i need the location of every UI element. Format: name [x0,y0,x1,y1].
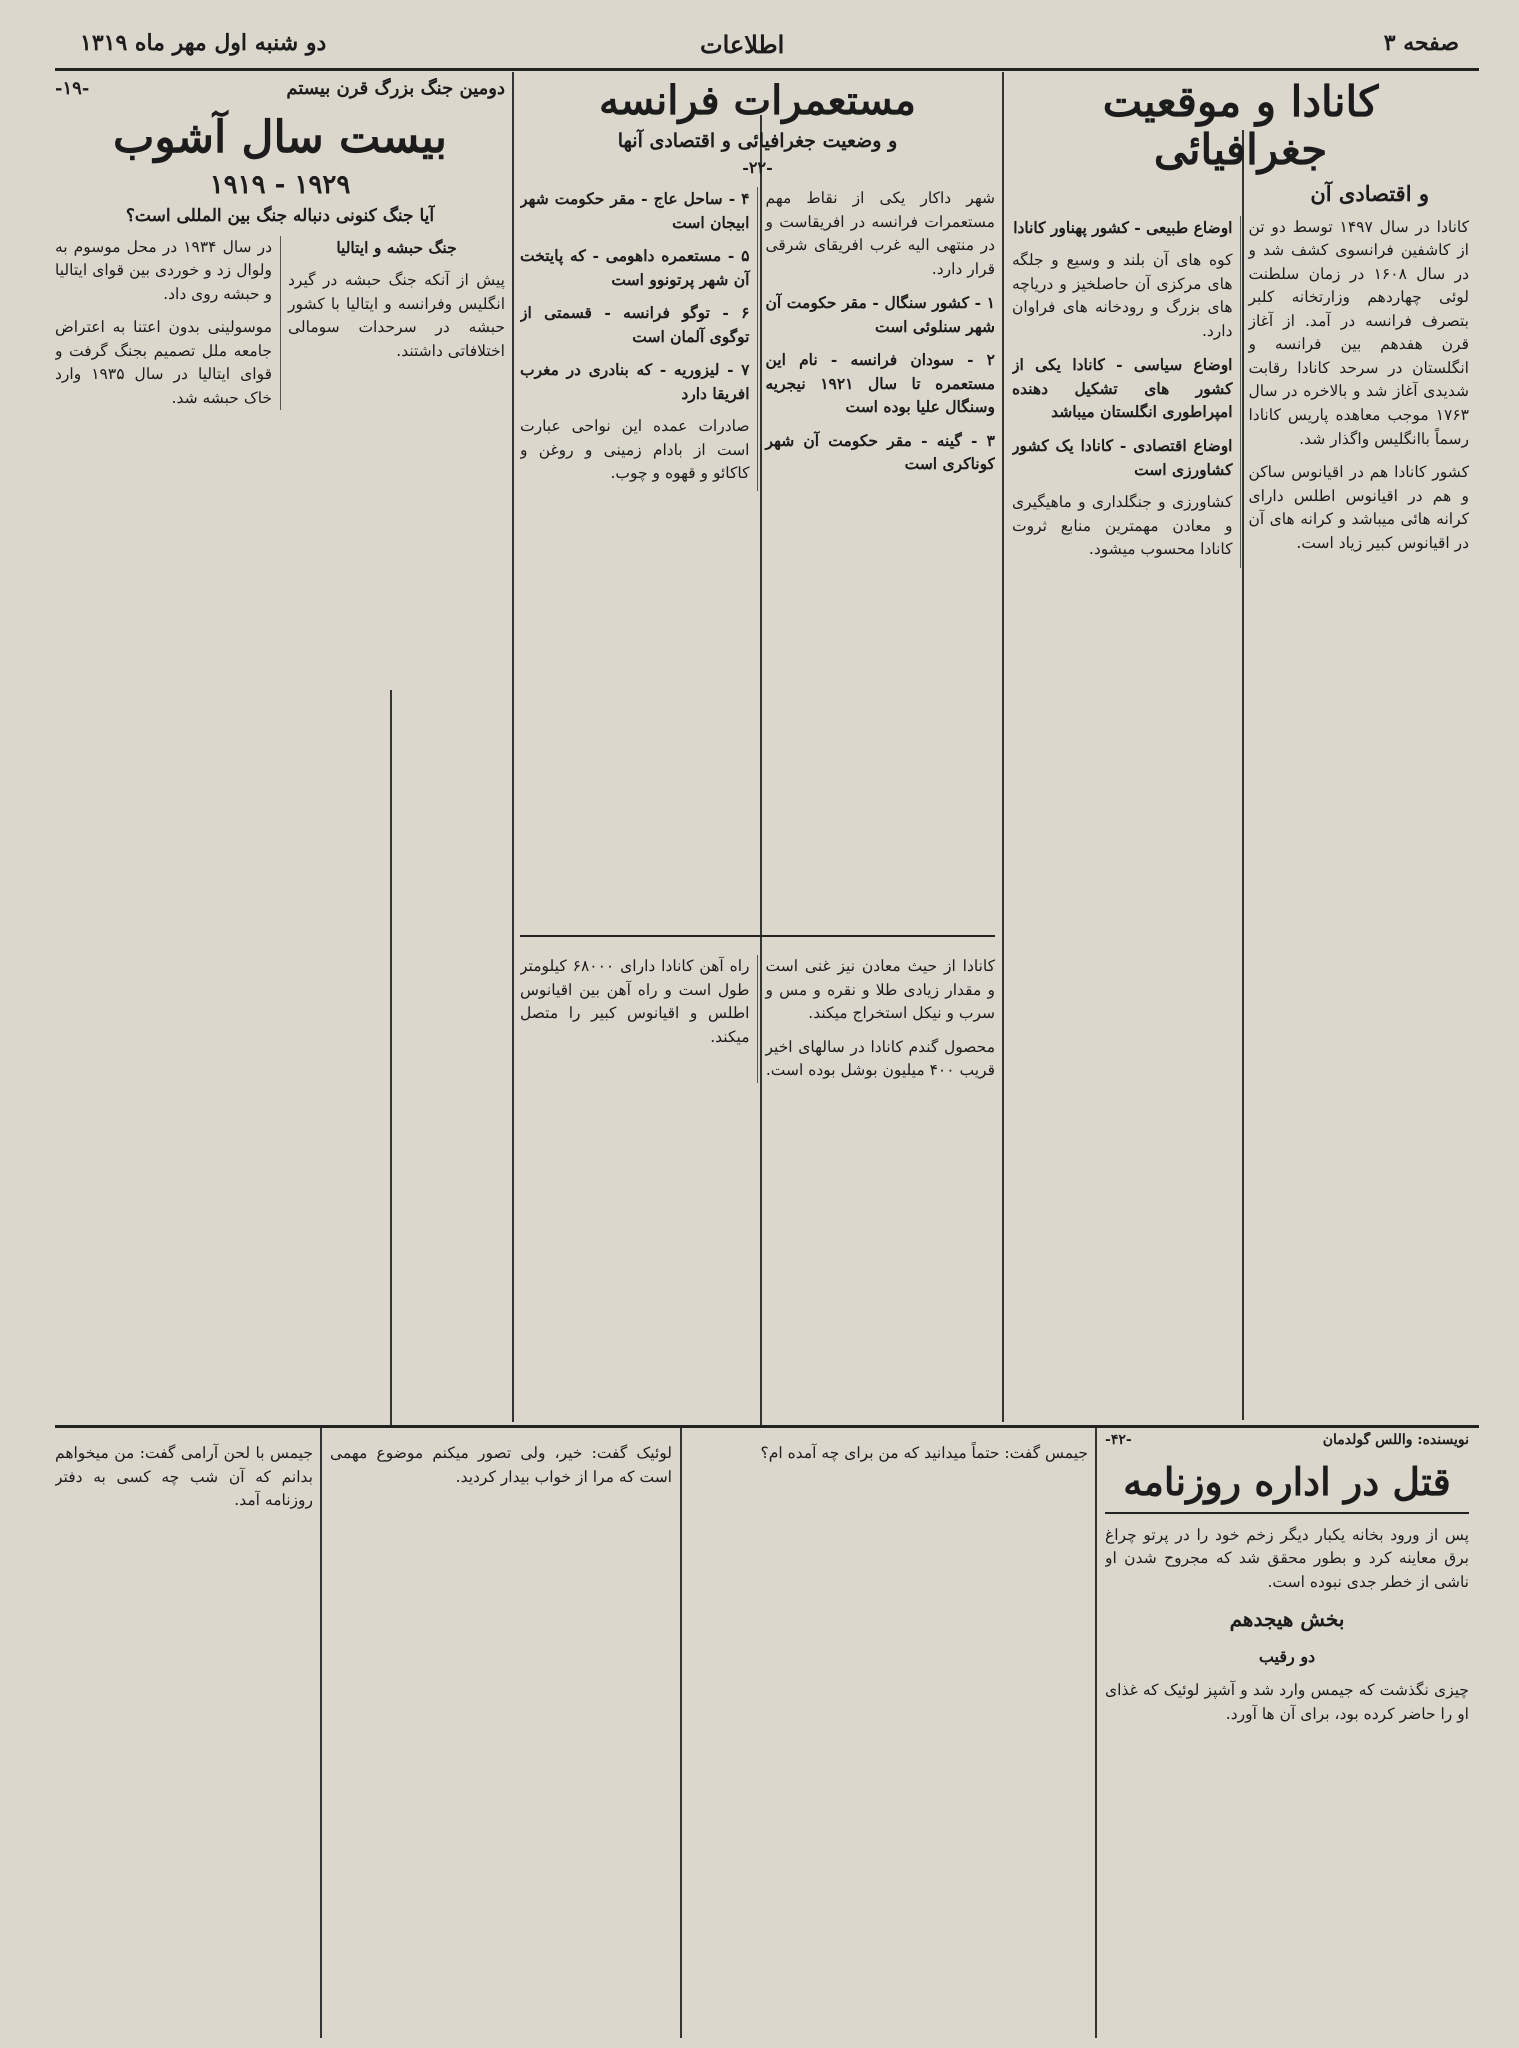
article-war [55,78,505,1418]
section-heading: اوضاع سیاسی - کانادا یکی از کشور های تشکیل دهنده امپراطوری انگلستان میباشد [1012,355,1233,422]
article-number: -۲۲- [742,158,773,177]
list-item: ۱ - کشور سنگال - مقر حکومت آن شهر سنلوئی است [765,293,995,336]
article-header-row [55,78,505,99]
paragraph: شهر داکار یکی از نقاط مهم مستعمرات فرانسه در افریقاست و در منتهی الیه غرب افریقای شرقی قرار دارد. [765,189,995,278]
article-title: مستعمرات فرانسه [599,78,916,124]
list-item: ۲ - سودان فرانسه - نام این مستعمره تا سال ۱۹۲۱ نیجریه وسنگال علیا بوده است [765,350,995,417]
article-serial [1105,1432,1469,2032]
paragraph: کوه های آن بلند و وسیع و جلگه های مرکزی آن حاصلخیز و دریاچه های بزرگ و رودخانه های فراوان دارد. [1012,251,1233,340]
article-years: ۱۹۲۹ - ۱۹۱۹ [209,169,351,200]
paragraph: در سال ۱۹۳۴ در محل موسوم به ولوال زد و خوردی بین قوای ایتالیا و حبشه روی داد. [55,237,272,303]
paragraph: موسولینی بدون اعتنا به اعتراض جامعه ملل تصمیم بجنگ گرفت و قوای ایتالیا در سال ۱۹۳۵ وارد خاک حبشه شد. [55,318,272,407]
paragraph: جیمس گفت: حتماً میدانید که من برای چه آمده ام؟ [760,1444,1088,1462]
list-item: ۴ - ساحل عاج - مقر حکومت شهر ابیجان است [520,189,750,232]
serial-author: نویسنده: واللس گولدمان [1322,1432,1469,1448]
column-divider [512,72,514,1422]
section-rule [55,1425,1479,1428]
serial-continuation [690,1432,1088,2032]
paragraph: راه آهن کانادا دارای ۶۸۰۰۰ کیلومتر طول است و راه آهن بین اقیانوس اطلس و اقیانوس کبیر را متصل میکند. [520,957,750,1046]
serial-number: -۴۲- [1105,1432,1132,1448]
series-label: دومین جنگ بزرگ قرن بیستم [286,78,505,99]
paragraph: پیش از آنکه جنگ حبشه در گیرد انگلیس وفرانسه و ایتالیا با کشور حبشه در سرحدات سومالی اختلافاتی داشتند. [288,271,505,360]
list-item: ۵ - مستعمره داهومی - که پایتخت آن شهر پرتونوو است [520,246,750,289]
paper-name: اطلاعات [700,30,785,59]
paragraph: چیزی نگذشت که جیمس وارد شد و آشپز لوئیک که غذای او را حاضر کرده بود، برای آن ها آورد. [1105,1681,1469,1723]
paragraph: جیمس با لحن آرامی گفت: من میخواهم بدانم که آن شب چه کسی به دفتر روزنامه آمد. [55,1444,313,1510]
section-heading: جنگ حبشه و ایتالیا [336,237,457,257]
article-colonies [520,78,995,698]
column-divider [1095,1428,1097,2038]
paragraph: محصول گندم کانادا در سالهای اخیر قریب ۴۰۰ میلیون بوشل بوده است. [765,1037,995,1080]
article-body [1012,216,1469,569]
serial-body [1105,1524,1469,1726]
article-canada [1012,78,1469,1418]
list-item: ۷ - لیزوریه - که بنادری در مغرب افریقا دارد [520,360,750,403]
article-body [520,187,995,491]
paragraph: کانادا در سال ۱۴۹۷ توسط دو تن از کاشفین فرانسوی کشف شد و در سال ۱۶۰۸ در زمان سلطنت لوئی چهاردهم وزارتخانه کلبر بتصرف فرانسه در آمد. از آغاز قرن هفدهم بین فرانسه و انگلستان در سرحد کانادا رقابت شدیدی آغاز شد و بالاخره در سال ۱۷۶۳ موجب معاهده پاریس کانادا رسماً باانگلیس واگذار شد. [1248,217,1469,448]
article-title: کانادا و موقعیت جغرافیائی [1102,78,1379,175]
article-number: -۱۹- [55,78,90,99]
serial-section: بخش هیجدهم [1229,1607,1345,1632]
paragraph: صادرات عمده این نواحی عبارت است از بادام زمینی و روغن و کاکائو و قهوه و چوب. [520,417,750,483]
list-item: ۶ - توگو فرانسه - قسمتی از توگوی آلمان است [520,303,750,346]
column-divider [1002,72,1004,1422]
serial-continuation [330,1432,672,2032]
paragraph: لوئیک گفت: خیر، ولی تصور میکنم موضوع مهمی است که مرا از خواب بیدار کردید. [330,1444,672,1486]
page-number: صفحه ۳ [1383,30,1459,56]
masthead-rule [55,68,1479,71]
column-divider [320,1428,322,2038]
article-subtitle: و وضعیت جغرافیائی و اقتصادی آنها [617,130,898,152]
serial-title: قتل در اداره روزنامه [1105,1460,1469,1514]
serial-continuation [55,1432,313,2032]
section-heading: اوضاع طبیعی - کشور پهناور کانادا [1013,217,1233,237]
serial-body [330,1442,672,1489]
article-subtitle: آیا جنگ کنونی دنباله جنگ بین المللی است؟ [125,205,435,226]
article-body [520,955,995,1083]
paragraph: کشاورزی و جنگلداری و ماهیگیری و معادن مهمترین منابع ثروت کانادا محسوب میشود. [1012,493,1233,559]
serial-section-sub: دو رقیب [1258,1646,1316,1666]
list-item: ۳ - گینه - مقر حکومت آن شهر کوناکری است [765,430,995,474]
serial-body [690,1442,1088,1466]
paragraph: پس از ورود بخانه یکبار دیگر زخم خود را در پرتو چراغ برق معاینه کرد و بطور محقق شد که مجروح شدن او ناشی از خطر جدی نبوده است. [1105,1525,1469,1591]
article-subtitle: و اقتصادی آن [1310,180,1429,206]
section-heading: اوضاع اقتصادی - کانادا یک کشور کشاورزی است [1012,435,1233,479]
article-body [55,236,505,411]
paragraph: کانادا از حیث معادن نیز غنی است و مقدار زیادی طلا و نقره و مس و سرب و نیکل استخراج میکند. [765,957,995,1023]
column-divider [680,1428,682,2038]
paragraph: کشور کانادا هم در اقیانوس ساکن و هم در اقیانوس اطلس دارای کرانه هائی میباشد و کرانه های آن در اقیانوس کبیر زیاد است. [1248,463,1469,552]
issue-date: دو شنبه اول مهر ماه ۱۳۱۹ [80,30,327,56]
article-economy [520,945,995,1415]
article-title: بیست سال آشوب [112,112,448,163]
serial-body [55,1442,313,1513]
serial-header-row [1105,1432,1469,1448]
article-rule [520,935,995,937]
